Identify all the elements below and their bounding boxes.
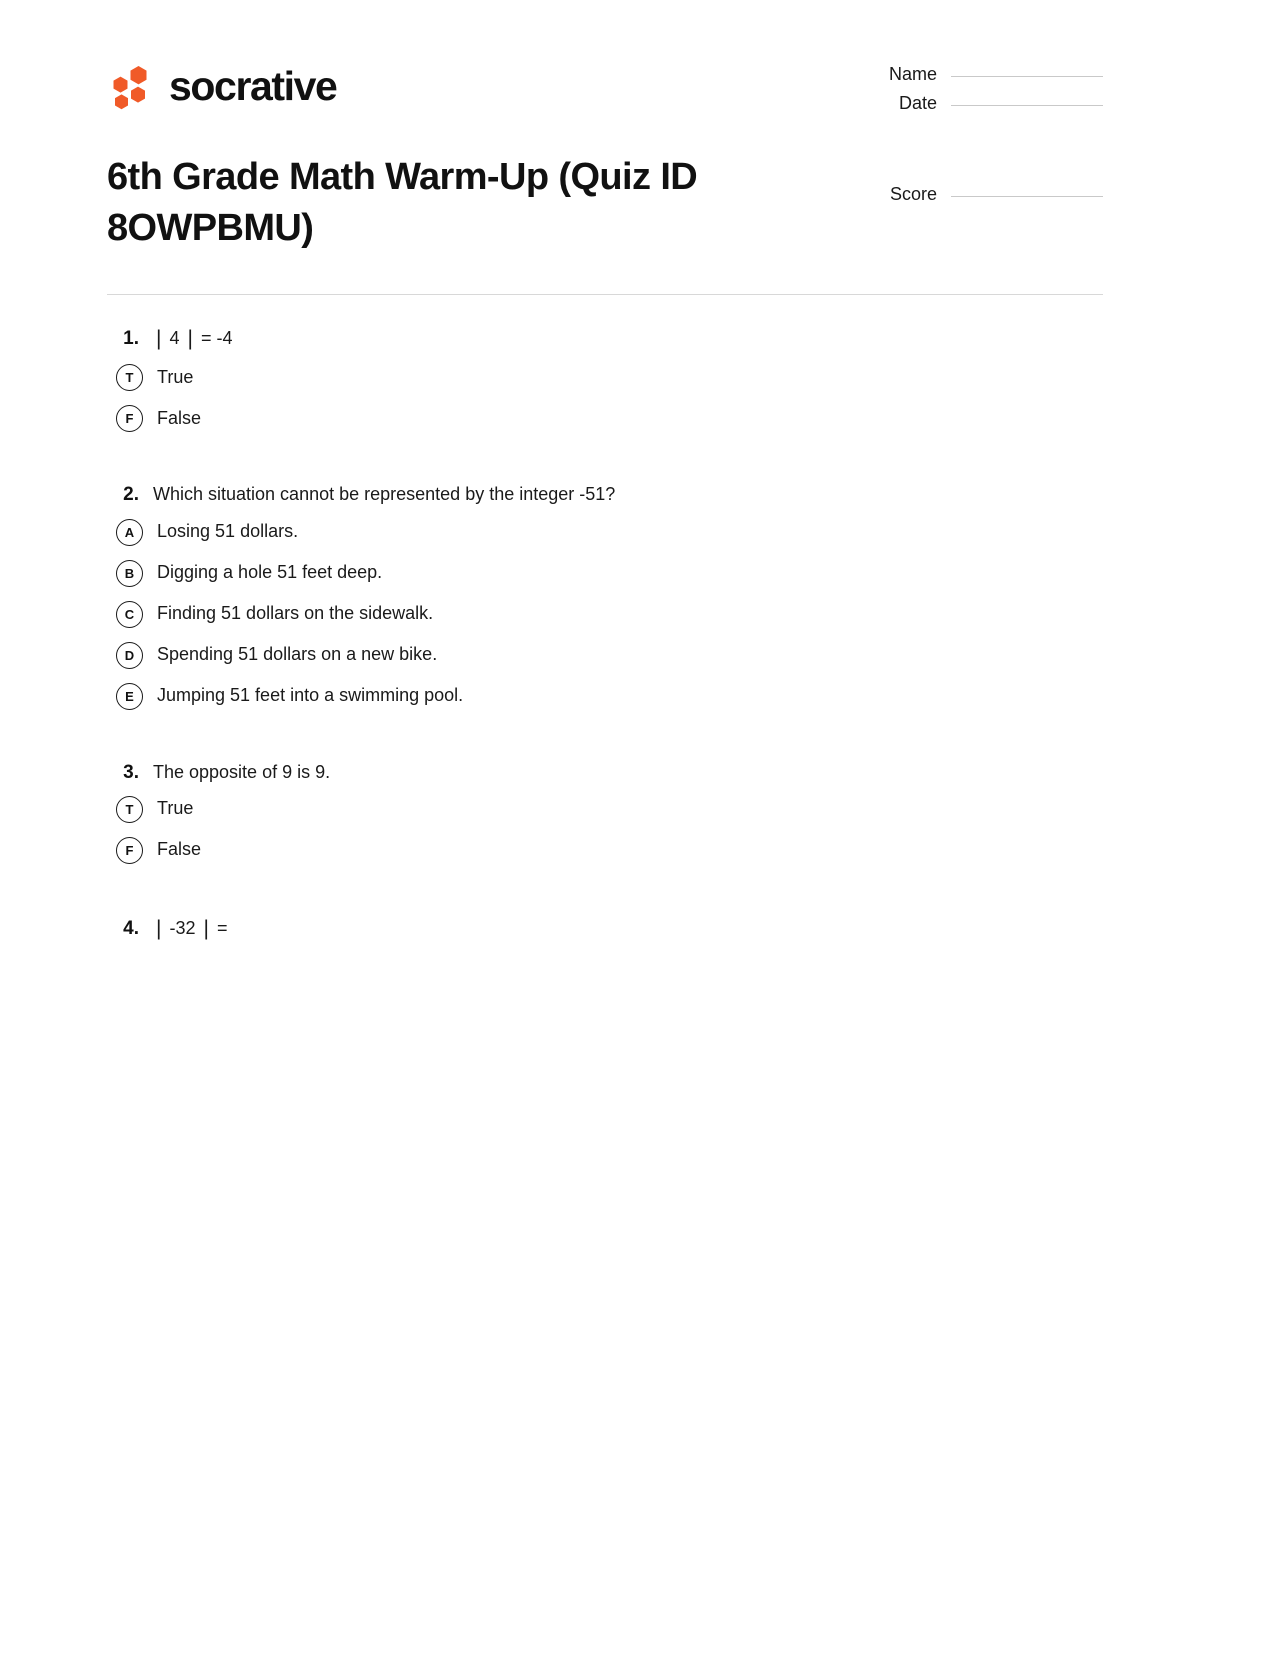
answer-option[interactable] [107, 512, 1103, 553]
option-label: Spending 51 dollars on a new bike. [157, 644, 438, 665]
question-item [107, 759, 1103, 871]
question-text: Which situation cannot be represented by the integer -51? [153, 484, 616, 505]
option-bubble[interactable]: T [116, 796, 143, 823]
name-input-line[interactable] [951, 76, 1103, 77]
worksheet-header [107, 0, 1103, 249]
question-number: 2. [123, 484, 139, 506]
question-text-segment: = [211, 917, 228, 938]
question-text-segment: -32 [164, 917, 201, 938]
question-text-segment: = -4 [195, 328, 233, 348]
option-label: Digging a hole 51 feet deep. [157, 562, 383, 583]
score-input-line[interactable] [951, 196, 1103, 197]
absolute-value-bar: | [187, 327, 193, 350]
name-label: Name [888, 64, 937, 84]
option-bubble[interactable]: F [116, 837, 143, 864]
option-label: True [157, 798, 194, 819]
question-item [107, 481, 1103, 716]
option-label: False [157, 839, 202, 860]
question-number: 4. [123, 917, 139, 939]
question-number: 1. [123, 328, 139, 349]
answer-option[interactable] [107, 357, 1103, 398]
answer-option[interactable] [107, 676, 1103, 717]
answer-option[interactable] [107, 635, 1103, 676]
question-text [153, 323, 232, 353]
answer-option[interactable] [107, 553, 1103, 594]
question-header [107, 481, 1103, 507]
answer-options [107, 789, 1103, 871]
answer-option[interactable] [107, 594, 1103, 635]
date-input-line[interactable] [951, 105, 1103, 106]
option-bubble[interactable]: D [116, 642, 143, 669]
question-text-segment: 4 [164, 328, 185, 348]
socrative-hexagon-logo-icon [107, 62, 155, 110]
option-label: Losing 51 dollars. [157, 521, 299, 542]
option-label: Jumping 51 feet into a swimming pool. [157, 685, 464, 706]
page-title: 6th Grade Math Warm-Up (Quiz ID 8OWPBMU) [107, 156, 698, 249]
question-item [107, 323, 1103, 439]
option-label: False [157, 408, 202, 429]
absolute-value-bar: | [156, 916, 162, 940]
score-label: Score [889, 184, 937, 204]
answer-option[interactable] [107, 830, 1103, 871]
option-bubble[interactable]: A [116, 519, 143, 546]
socrative-wordmark: socrative [169, 62, 337, 109]
option-label: True [157, 367, 194, 388]
option-bubble[interactable]: T [116, 364, 143, 391]
answer-option[interactable] [107, 789, 1103, 830]
answer-options [107, 512, 1103, 717]
question-item [107, 913, 1103, 943]
absolute-value-bar: | [203, 916, 209, 940]
question-header [107, 323, 1103, 353]
option-bubble[interactable]: B [116, 560, 143, 587]
question-text: The opposite of 9 is 9. [153, 761, 331, 782]
option-label: Finding 51 dollars on the sidewalk. [157, 603, 434, 624]
answer-option[interactable] [107, 398, 1103, 439]
option-bubble[interactable]: E [116, 683, 143, 710]
worksheet-content [107, 0, 1103, 985]
absolute-value-bar: | [156, 327, 162, 350]
score-field-row [803, 184, 1103, 205]
question-header [107, 913, 1103, 943]
question-text [153, 913, 227, 943]
student-info-fields [803, 64, 1103, 213]
name-field-row [803, 64, 1103, 85]
question-header [107, 759, 1103, 785]
option-bubble[interactable]: C [116, 601, 143, 628]
socrative-logo [107, 62, 336, 110]
date-label: Date [898, 93, 937, 113]
date-field-row [803, 93, 1103, 114]
questions-list [107, 295, 1103, 943]
question-number: 3. [123, 761, 139, 783]
option-bubble[interactable]: F [116, 405, 143, 432]
answer-options [107, 357, 1103, 439]
